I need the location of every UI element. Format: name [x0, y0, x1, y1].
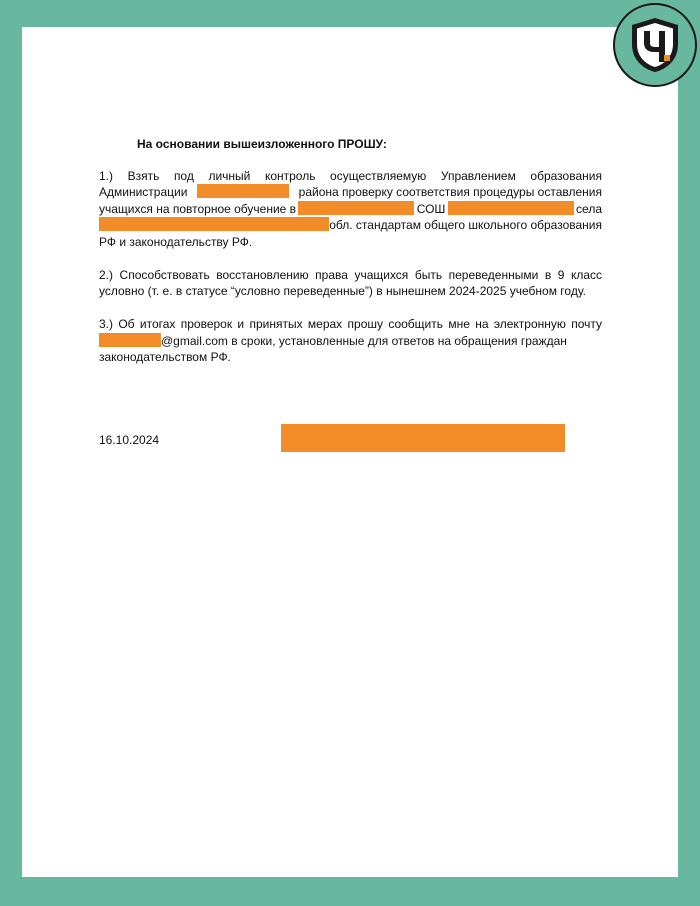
text: образования — [530, 168, 602, 183]
text: СОШ — [416, 201, 446, 216]
paragraph-1 — [99, 168, 602, 251]
paragraph-2 — [99, 267, 602, 300]
text: Администрации — [99, 185, 188, 199]
text: обл. стандартам общего школьного образования — [329, 218, 602, 232]
document-heading: На основании вышеизложенного ПРОШУ: — [137, 137, 387, 151]
paragraph-2-line-1: 2.) Способствовать восстановлению права учащихся быть переведенными в 9 класс — [99, 267, 602, 282]
document-body — [99, 136, 602, 382]
email-text — [99, 333, 567, 350]
redaction-box — [99, 333, 161, 347]
paragraph-3 — [99, 316, 602, 366]
text: учащихся на повторное обучение в — [99, 201, 297, 216]
logo — [613, 3, 697, 87]
redaction-box — [448, 201, 574, 215]
text: Управлением — [440, 168, 516, 183]
paragraph-2-line-2: условно (т. е. в статусе “условно переведенные”) в нынешнем 2024-2025 учебном году. — [99, 284, 586, 298]
paragraph-1-line-1 — [99, 168, 602, 185]
text: 1.) — [99, 168, 114, 183]
text: района проверку соответствия процедуры оставления — [298, 185, 602, 199]
text: Взять — [127, 168, 160, 183]
text: контроль — [264, 168, 316, 183]
signature-redaction-box — [281, 424, 565, 452]
document-date: 16.10.2024 — [99, 433, 160, 447]
paragraph-3-line-1: 3.) Об итогах проверок и принятых мерах прошу сообщить мне на электронную почту — [99, 317, 602, 331]
text: осуществляемую — [330, 168, 427, 183]
text: РФ и законодательству РФ. — [99, 234, 253, 249]
paragraph-1-line-5 — [99, 234, 602, 251]
paragraph-1-line-3 — [99, 201, 602, 218]
shield-icon — [629, 16, 681, 74]
redaction-box — [99, 217, 329, 231]
paragraph-1-line-2 — [99, 184, 602, 201]
text: под — [173, 168, 194, 183]
text: @gmail.com в сроки, установленные для ответов на обращения граждан — [161, 333, 567, 348]
paragraph-3-line-3: законодательством РФ. — [99, 350, 231, 364]
redaction-box — [298, 201, 414, 215]
paragraph-3-line-2 — [99, 333, 602, 350]
redaction-box — [197, 184, 289, 198]
text: личный — [208, 168, 251, 183]
paragraph-1-line-4 — [99, 217, 602, 234]
text: села — [576, 201, 602, 216]
